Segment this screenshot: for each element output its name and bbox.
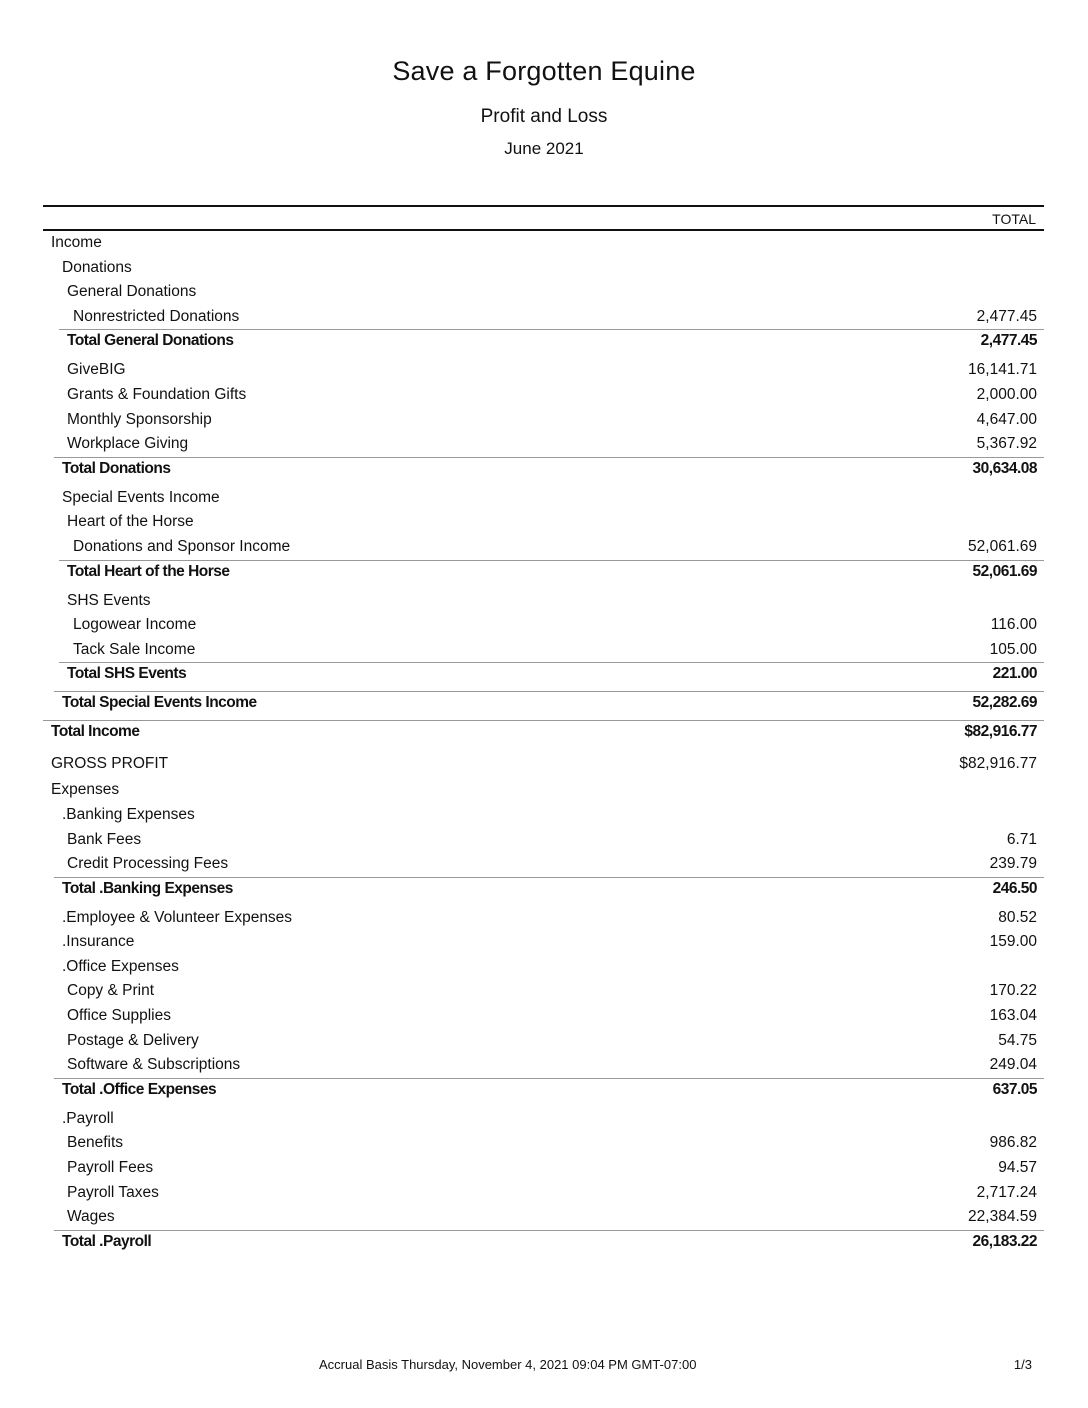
table-body (43, 231, 1044, 1259)
section-row (43, 955, 1044, 980)
section-row (43, 778, 1044, 803)
row-label: Total Donations (62, 459, 171, 477)
row-amount: 2,477.45 (976, 307, 1037, 325)
row-label: Benefits (67, 1134, 124, 1152)
row-amount: 94.57 (998, 1159, 1037, 1177)
total-row (43, 662, 1044, 691)
row-label: GROSS PROFIT (51, 755, 169, 773)
row-label: Payroll Fees (67, 1159, 154, 1177)
table-row (43, 1029, 1044, 1054)
row-label: Total SHS Events (67, 665, 187, 683)
table-row (43, 1004, 1044, 1029)
row-amount: 239.79 (989, 855, 1037, 873)
section-row (43, 589, 1044, 614)
total-row (43, 720, 1044, 749)
row-amount: 30,634.08 (972, 459, 1037, 477)
total-row (43, 1230, 1044, 1259)
row-label: Expenses (51, 781, 120, 799)
row-label: .Employee & Volunteer Expenses (62, 908, 293, 926)
row-amount: 5,367.92 (976, 435, 1037, 453)
row-label: .Banking Expenses (62, 805, 195, 823)
table-row (43, 906, 1044, 931)
row-amount: 637.05 (992, 1080, 1037, 1098)
row-label: Income (51, 234, 102, 251)
page-number: 1/3 (1013, 1357, 1032, 1372)
row-label: General Donations (67, 283, 197, 301)
total-row (43, 329, 1044, 358)
section-row (43, 803, 1044, 828)
row-label: Total Income (51, 723, 140, 741)
row-label: Total General Donations (67, 332, 234, 350)
table-row (43, 408, 1044, 433)
row-amount: 2,477.45 (980, 332, 1037, 350)
table-row (43, 1181, 1044, 1206)
section-row (43, 256, 1044, 281)
total-row (43, 560, 1044, 589)
total-row (43, 1078, 1044, 1107)
row-label: Tack Sale Income (73, 640, 196, 658)
row-label: Logowear Income (73, 616, 197, 634)
row-amount: 4,647.00 (976, 410, 1037, 428)
row-amount: 52,061.69 (968, 537, 1037, 555)
profit-loss-table (43, 205, 1044, 1259)
row-label: .Office Expenses (62, 957, 179, 975)
row-amount: 6.71 (1006, 830, 1037, 848)
row-label: Total Heart of the Horse (67, 562, 230, 580)
table-row (43, 432, 1044, 457)
row-label: Office Supplies (67, 1007, 171, 1025)
table-row (43, 1205, 1044, 1230)
table-row (43, 828, 1044, 853)
row-amount: 249.04 (989, 1056, 1037, 1074)
row-label: Nonrestricted Donations (73, 307, 240, 325)
table-row (43, 1156, 1044, 1181)
table-row (43, 613, 1044, 638)
row-amount: 221.00 (992, 665, 1037, 683)
table-row (43, 358, 1044, 383)
row-amount: 26,183.22 (972, 1232, 1037, 1250)
row-label: Total .Banking Expenses (62, 879, 233, 897)
row-label: Workplace Giving (67, 435, 189, 453)
row-amount: 16,141.71 (968, 361, 1037, 379)
row-label: Credit Processing Fees (67, 855, 229, 873)
total-row (43, 691, 1044, 720)
row-label: Special Events Income (62, 488, 220, 506)
row-label: .Payroll (62, 1109, 114, 1127)
row-label: Total .Payroll (62, 1232, 152, 1250)
row-amount: 246.50 (992, 879, 1037, 897)
row-amount: 80.52 (998, 908, 1037, 926)
section-row (43, 280, 1044, 305)
table-row (43, 979, 1044, 1004)
table-row (43, 930, 1044, 955)
table-row (43, 852, 1044, 877)
row-label: Grants & Foundation Gifts (67, 385, 247, 403)
gross-profit-row (43, 749, 1044, 778)
row-label: Bank Fees (67, 830, 142, 848)
row-amount: 105.00 (989, 640, 1037, 658)
row-amount: $82,916.77 (964, 723, 1037, 741)
row-label: GiveBIG (67, 361, 126, 379)
row-label: Donations (62, 258, 132, 276)
table-row (43, 383, 1044, 408)
row-label: Heart of the Horse (67, 513, 194, 531)
column-header-row (43, 205, 1044, 231)
row-amount: 2,000.00 (976, 385, 1037, 403)
row-amount: 52,061.69 (972, 562, 1037, 580)
row-label: Postage & Delivery (67, 1031, 199, 1049)
row-label: Software & Subscriptions (67, 1056, 241, 1074)
row-amount: 986.82 (989, 1134, 1037, 1152)
company-name: Save a Forgotten Equine (392, 56, 696, 86)
table-row (43, 1131, 1044, 1156)
total-row (43, 877, 1044, 906)
section-row (43, 1107, 1044, 1132)
section-row (43, 486, 1044, 511)
row-amount: $82,916.77 (959, 755, 1037, 773)
row-label: Monthly Sponsorship (67, 410, 212, 428)
report-period: June 2021 (504, 139, 584, 158)
table-row (43, 305, 1044, 330)
footer-basis-timestamp: Accrual Basis Thursday, November 4, 2021 09:04 PM GMT-07:00 (319, 1357, 697, 1372)
total-column-header: TOTAL (992, 211, 1036, 227)
row-label: .Insurance (62, 933, 135, 951)
row-amount: 52,282.69 (972, 694, 1037, 712)
table-row (43, 638, 1044, 663)
report-title: Profit and Loss (480, 106, 608, 127)
row-label: Donations and Sponsor Income (73, 537, 291, 555)
row-amount: 116.00 (990, 616, 1037, 634)
table-row (43, 1053, 1044, 1078)
section-row (43, 231, 1044, 256)
row-amount: 2,717.24 (976, 1183, 1037, 1201)
row-label: SHS Events (67, 591, 151, 609)
row-amount: 54.75 (998, 1031, 1037, 1049)
total-row (43, 457, 1044, 486)
row-amount: 163.04 (989, 1007, 1037, 1025)
row-amount: 170.22 (989, 982, 1037, 1000)
row-label: Wages (67, 1208, 115, 1226)
row-label: Payroll Taxes (67, 1183, 159, 1201)
row-label: Total .Office Expenses (62, 1080, 217, 1098)
row-label: Copy & Print (67, 982, 155, 1000)
section-row (43, 510, 1044, 535)
row-label: Total Special Events Income (62, 694, 257, 712)
table-row (43, 535, 1044, 560)
row-amount: 22,384.59 (968, 1208, 1037, 1226)
row-amount: 159.00 (989, 933, 1037, 951)
